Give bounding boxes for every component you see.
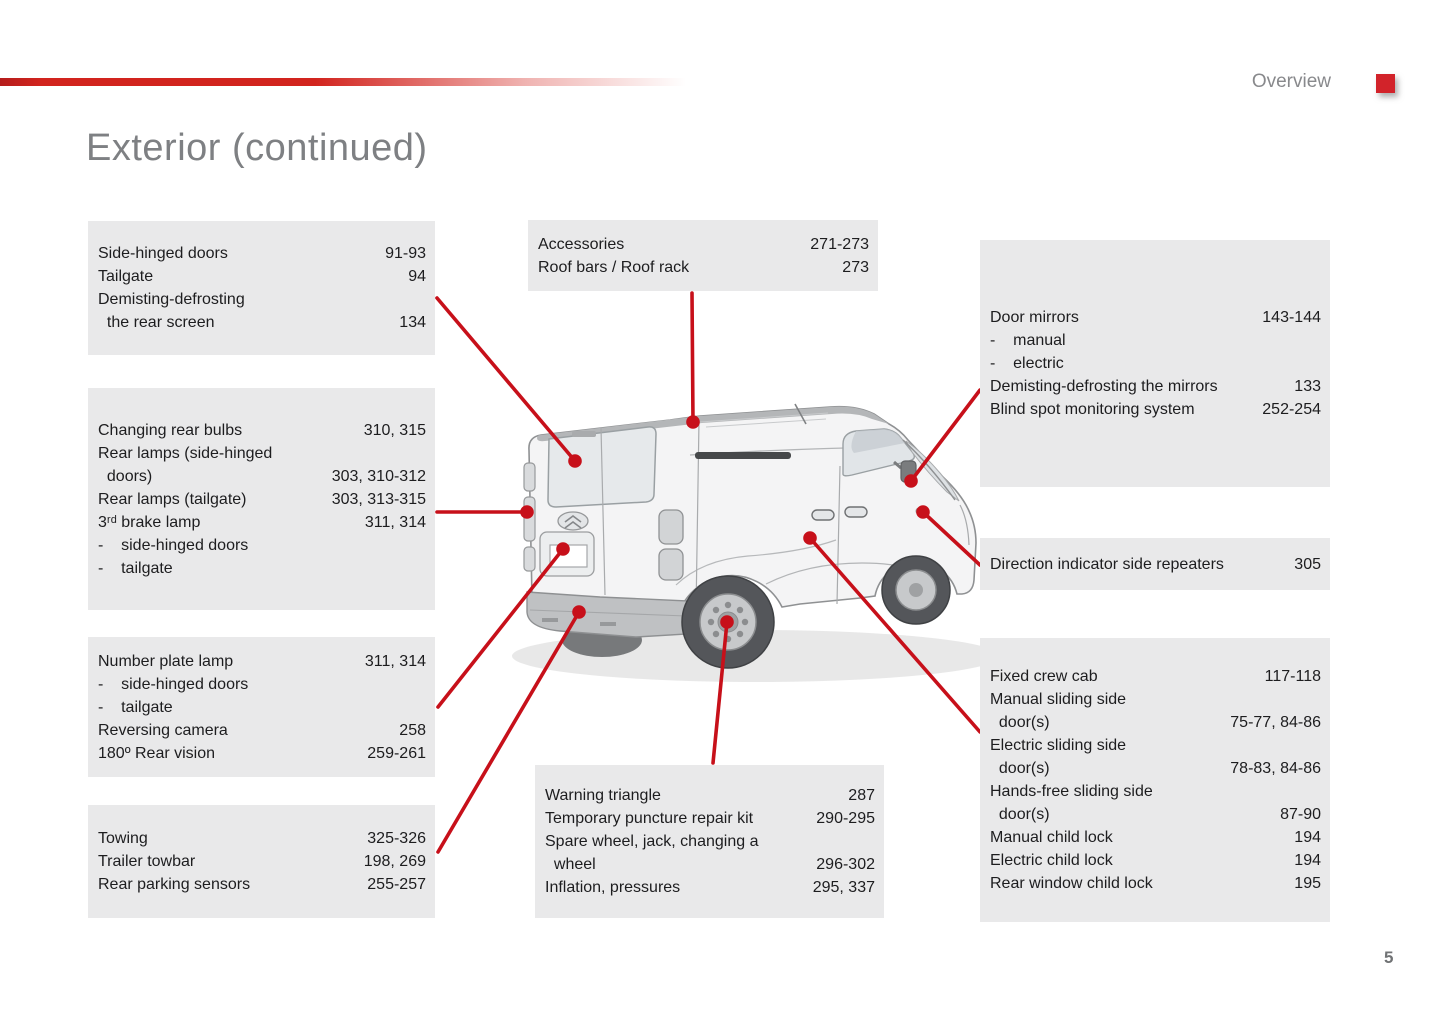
entry-row — [98, 288, 426, 311]
entry-row — [98, 827, 426, 850]
entry-row — [98, 850, 426, 873]
entry-label: 3ʳᵈ brake lamp — [98, 513, 201, 531]
entry-row — [990, 553, 1321, 576]
entry-row — [990, 711, 1321, 734]
front-door-handle — [845, 507, 867, 517]
callout-dot-number-plate — [556, 542, 570, 556]
entry-row — [545, 853, 875, 876]
entry-row — [990, 665, 1321, 688]
callout-dot-spare-wheel — [720, 615, 734, 629]
entry-row — [98, 742, 426, 765]
entry-label: Demisting-defrosting the mirrors — [990, 378, 1218, 395]
entry-label: Side-hinged doors — [98, 245, 228, 262]
callout-dot-rear-doors — [568, 454, 582, 468]
entry-label: door(s) — [990, 760, 1050, 777]
entry-label: Electric sliding side — [990, 737, 1127, 754]
entry-label: - electric — [990, 355, 1064, 372]
callout-line-rear-doors — [437, 298, 575, 461]
entry-label: Rear lamps (tailgate) — [98, 490, 247, 508]
callout-dot-rear-lamps — [520, 505, 534, 519]
entry-label: Electric child lock — [990, 852, 1113, 869]
info-box-rear-lamps — [88, 388, 435, 610]
rear-corner-lamp-3 — [524, 547, 535, 571]
callout-dot-door-mirror — [904, 474, 918, 488]
callout-dot-sliding-door — [803, 531, 817, 545]
rubbing-strip — [695, 452, 791, 459]
entry-label: - side-hinged doors — [98, 536, 249, 554]
entry-page-ref: 194 — [1294, 829, 1321, 846]
entry-row — [990, 803, 1321, 826]
info-box-roof — [528, 220, 878, 291]
bumper-reflector-2 — [600, 622, 616, 626]
callout-dot-roof — [686, 415, 700, 429]
entry-label: Hands-free sliding side — [990, 783, 1153, 800]
entry-row — [990, 826, 1321, 849]
entry-label: Rear window child lock — [990, 875, 1153, 892]
entry-row — [98, 650, 426, 673]
entry-row — [990, 306, 1321, 329]
entry-label: Rear parking sensors — [98, 876, 251, 893]
entry-row — [990, 872, 1321, 895]
entry-label: Inflation, pressures — [545, 879, 681, 896]
entry-row — [990, 757, 1321, 780]
entry-label: Roof bars / Roof rack — [538, 258, 690, 276]
entry-page-ref: 305 — [1294, 555, 1321, 573]
page-number: 5 — [1384, 948, 1394, 967]
entry-page-ref: 325-326 — [367, 830, 426, 847]
entry-row — [545, 830, 875, 853]
entry-page-ref: 252-254 — [1262, 401, 1321, 418]
entry-row — [990, 375, 1321, 398]
entry-page-ref: 303, 313-315 — [331, 490, 426, 508]
entry-label: Changing rear bulbs — [98, 421, 243, 439]
entry-row — [98, 242, 426, 265]
entry-row — [545, 784, 875, 807]
callout-dot-side-repeater — [916, 505, 930, 519]
entry-label: Spare wheel, jack, changing a — [545, 833, 759, 850]
entry-page-ref: 87-90 — [1280, 806, 1321, 823]
entry-page-ref: 258 — [399, 721, 426, 739]
rear-corner-lamp-1 — [524, 463, 535, 491]
entry-page-ref: 311, 314 — [364, 513, 426, 531]
entry-page-ref: 303, 310-312 — [331, 467, 426, 485]
entry-page-ref: 198, 269 — [363, 853, 426, 870]
entry-row — [538, 256, 869, 279]
entry-row — [98, 311, 426, 334]
entry-label: the rear screen — [98, 314, 215, 331]
entry-label: Manual sliding side — [990, 691, 1127, 708]
entry-label: door(s) — [990, 714, 1050, 731]
entry-row — [990, 329, 1321, 352]
third-brake-lamp — [572, 431, 596, 437]
entry-label: - tailgate — [98, 698, 173, 716]
info-box-side-repeaters — [980, 538, 1330, 590]
entry-page-ref: 271-273 — [810, 235, 869, 253]
entry-page-ref: 78-83, 84-86 — [1230, 760, 1321, 777]
info-box-side-doors — [980, 638, 1330, 922]
entry-page-ref: 295, 337 — [812, 879, 875, 896]
entry-label: Tailgate — [98, 268, 154, 285]
entry-label: Trailer towbar — [98, 853, 196, 870]
entry-row — [990, 352, 1321, 375]
entry-row — [98, 557, 426, 580]
entry-row — [990, 688, 1321, 711]
entry-page-ref: 117-118 — [1264, 668, 1321, 685]
entry-row — [98, 419, 426, 442]
info-box-mirrors — [980, 240, 1330, 487]
entry-page-ref: 91-93 — [385, 245, 426, 262]
entry-page-ref: 195 — [1294, 875, 1321, 892]
entry-label: Number plate lamp — [98, 652, 234, 670]
bumper-reflector-1 — [542, 618, 558, 622]
entry-row — [990, 734, 1321, 757]
entry-row — [98, 719, 426, 742]
entry-label: Reversing camera — [98, 721, 228, 739]
front-wheel — [882, 556, 950, 624]
section-label: Overview — [1251, 71, 1331, 92]
entry-page-ref: 75-77, 84-86 — [1230, 714, 1321, 731]
info-box-spare-wheel — [535, 765, 884, 918]
entry-row — [545, 876, 875, 899]
entry-row — [98, 696, 426, 719]
entry-page-ref: 273 — [842, 258, 869, 276]
entry-label: - side-hinged doors — [98, 675, 249, 693]
entry-row — [98, 442, 426, 465]
info-box-towing — [88, 805, 435, 918]
entry-page-ref: 94 — [408, 268, 426, 285]
rear-corner-lamp-2 — [524, 497, 535, 541]
entry-page-ref: 259-261 — [367, 744, 426, 762]
entry-page-ref: 134 — [399, 314, 426, 331]
entry-page-ref: 310, 315 — [363, 421, 426, 439]
page-title: Exterior (continued) — [86, 127, 428, 169]
entry-label: - tailgate — [98, 559, 173, 577]
entry-label: Direction indicator side repeaters — [990, 555, 1224, 573]
entry-page-ref: 287 — [848, 787, 875, 804]
entry-label: Accessories — [538, 235, 625, 253]
entry-row — [990, 398, 1321, 421]
entry-row — [98, 511, 426, 534]
entry-label: 180º Rear vision — [98, 744, 216, 762]
info-box-number-plate — [88, 637, 435, 777]
entry-label: Temporary puncture repair kit — [545, 810, 754, 827]
entry-label: door(s) — [990, 806, 1050, 823]
entry-page-ref: 296-302 — [816, 856, 875, 873]
entry-row — [98, 673, 426, 696]
entry-row — [545, 807, 875, 830]
callout-dot-rear-bumper — [572, 605, 586, 619]
sliding-door-handle — [812, 510, 834, 520]
info-box-rear-access — [88, 221, 435, 355]
entry-label: Rear lamps (side-hinged — [98, 444, 273, 462]
callout-line-roof — [692, 293, 693, 422]
entry-label: Fixed crew cab — [990, 668, 1098, 685]
entry-label: Demisting-defrosting — [98, 291, 245, 308]
callout-line-door-mirror — [911, 390, 980, 481]
entry-label: Towing — [98, 830, 148, 847]
entry-row — [538, 233, 869, 256]
entry-label: - manual — [990, 332, 1066, 349]
entry-row — [98, 265, 426, 288]
entry-row — [98, 873, 426, 896]
entry-page-ref: 311, 314 — [364, 652, 426, 670]
entry-row — [98, 534, 426, 557]
entry-page-ref: 143-144 — [1262, 309, 1321, 326]
entry-row — [98, 488, 426, 511]
entry-label: Door mirrors — [990, 309, 1079, 326]
entry-row — [990, 780, 1321, 803]
entry-label: Blind spot monitoring system — [990, 401, 1195, 418]
rear-lamp-lower — [659, 549, 683, 580]
entry-row — [990, 849, 1321, 872]
entry-label: Manual child lock — [990, 829, 1113, 846]
rear-lamp-upper — [659, 510, 683, 544]
entry-page-ref: 255-257 — [367, 876, 426, 893]
entry-label: Warning triangle — [545, 787, 661, 804]
entry-label: doors) — [98, 467, 153, 485]
entry-row — [98, 465, 426, 488]
entry-page-ref: 194 — [1294, 852, 1321, 869]
entry-page-ref: 290-295 — [816, 810, 875, 827]
entry-page-ref: 133 — [1294, 378, 1321, 395]
entry-label: wheel — [545, 856, 596, 873]
